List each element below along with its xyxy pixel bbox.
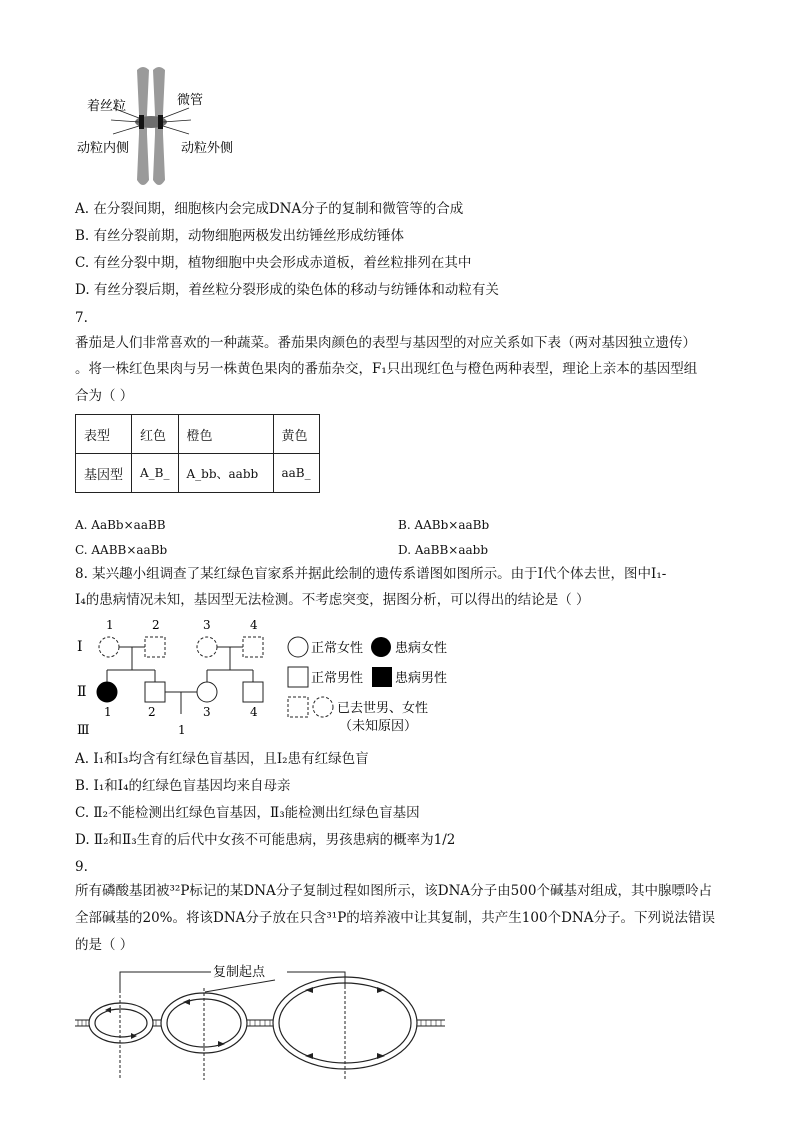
genotype-table <box>75 414 320 493</box>
individual-II1 <box>97 682 117 702</box>
q8-stem-line1: 8. 某兴趣小组调查了某红绿色盲家系并据此绘制的遗传系谱图如图所示。由于Ⅰ代个体去世，图中Ⅰ₁- <box>75 566 667 582</box>
individual-I4 <box>243 637 263 657</box>
q9-stem-line3: 的是（ ） <box>75 937 134 953</box>
individual-I2 <box>145 637 165 657</box>
kinetochore-left <box>139 115 144 129</box>
q6-option-c: C. 有丝分裂中期，植物细胞中央会形成赤道板，着丝粒排列在其中 <box>75 255 472 271</box>
num-II1: 1 <box>104 705 112 719</box>
legend-deceased-male-icon <box>288 697 308 717</box>
dna-replication-figure <box>75 962 455 1080</box>
legend-affected-male: 患病男性 <box>395 671 448 686</box>
gen-label-2: Ⅱ <box>77 684 87 700</box>
q8-stem-line2: Ⅰ₄的患病情况未知，基因型无法检测。不考虑突变，据图分析，可以得出的结论是（ ） <box>75 592 590 608</box>
table-cell: 红色 <box>132 415 178 454</box>
num-I4: 4 <box>250 618 258 632</box>
q7-stem-line1: 番茄是人们非常喜欢的一种蔬菜。番茄果肉颜色的表型与基因型的对应关系如下表（两对基因独立遗传） <box>75 335 696 351</box>
q8-option-b: B. Ⅰ₁和Ⅰ₄的红绿色盲基因均来自母亲 <box>75 778 291 794</box>
table-row <box>76 415 320 454</box>
q6-option-d: D. 有丝分裂后期，着丝粒分裂形成的染色体的移动与纺锤体和动粒有关 <box>75 282 499 298</box>
q7-number: 7. <box>75 310 88 326</box>
num-III1: 1 <box>178 723 186 737</box>
legend-unknown: （未知原因） <box>339 719 418 734</box>
num-II3: 3 <box>203 705 211 719</box>
individual-I1 <box>99 637 119 657</box>
individual-I3 <box>197 637 217 657</box>
kinetochore-right <box>158 115 163 129</box>
q6-option-a: A. 在分裂间期，细胞核内会完成DNA分子的复制和微管等的合成 <box>75 201 464 217</box>
replication-bubbles <box>89 977 417 1069</box>
label-microtubule: 微管 <box>177 93 204 108</box>
legend-affected-female-icon <box>371 637 391 657</box>
table-cell: 橙色 <box>178 415 273 454</box>
table-cell: aaB_ <box>273 454 319 493</box>
label-replication-origin: 复制起点 <box>213 965 266 980</box>
q8-option-c: C. Ⅱ₂不能检测出红绿色盲基因，Ⅱ₃能检测出红绿色盲基因 <box>75 805 420 821</box>
q7-option-c: C. AABB×aaBb <box>75 543 168 557</box>
table-cell: 黄色 <box>273 415 319 454</box>
q7-stem-line2: 。将一株红色果肉与另一株黄色果肉的番茄杂交，F₁只出现红色与橙色两种表型，理论上亲本的基因型组 <box>75 361 698 377</box>
legend-deceased-female-icon <box>313 697 333 717</box>
q7-option-b: B. AABb×aaBb <box>398 518 490 532</box>
table-cell: A_bb、aabb <box>178 454 273 493</box>
q8-option-a: A. Ⅰ₁和Ⅰ₃均含有红绿色盲基因，且Ⅰ₂患有红绿色盲 <box>75 751 369 767</box>
num-I3: 3 <box>203 618 211 632</box>
legend-normal-male: 正常男性 <box>311 671 364 686</box>
q6-option-b: B. 有丝分裂前期，动物细胞两极发出纺锤丝形成纺锤体 <box>75 228 405 244</box>
individual-II3 <box>197 682 217 702</box>
individual-II4 <box>243 682 263 702</box>
q7-option-d: D. AaBB×aabb <box>398 543 489 557</box>
legend-affected-female: 患病女性 <box>395 641 448 656</box>
num-II4: 4 <box>250 705 258 719</box>
table-cell: 表型 <box>76 415 132 454</box>
gen-label-1: Ⅰ <box>77 639 83 655</box>
legend-affected-male-icon <box>372 667 392 687</box>
q9-stem-line2: 全部碱基的20%。将该DNA分子放在只含³¹P的培养液中让其复制，共产生100个DNA分子。下列说法错误 <box>75 910 715 926</box>
chromosome-figure <box>75 62 255 194</box>
q7-option-a: A. AaBb×aaBB <box>75 518 166 532</box>
num-I2: 2 <box>152 618 160 632</box>
base-pair-ticks <box>78 1020 441 1026</box>
q9-number: 9. <box>75 859 88 875</box>
gen-label-3: Ⅲ <box>77 723 90 738</box>
num-I1: 1 <box>106 618 114 632</box>
table-cell: A_B_ <box>132 454 178 493</box>
label-outer-kinetochore: 动粒外侧 <box>181 141 234 156</box>
table-row <box>76 454 320 493</box>
q7-stem-line3: 合为（ ） <box>75 388 134 404</box>
label-inner-kinetochore: 动粒内侧 <box>77 141 130 156</box>
legend-normal-female-icon <box>288 637 308 657</box>
q9-stem-line1: 所有磷酸基团被³²P标记的某DNA分子复制过程如图所示，该DNA分子由500个碱基对组成，其中腺嘌呤占 <box>75 883 712 899</box>
individual-II2 <box>145 682 165 702</box>
num-II2: 2 <box>148 705 156 719</box>
q8-option-d: D. Ⅱ₂和Ⅱ₃生育的后代中女孩不可能患病，男孩患病的概率为1/2 <box>75 832 456 848</box>
legend-normal-male-icon <box>288 667 308 687</box>
table-cell: 基因型 <box>76 454 132 493</box>
legend-deceased: 已去世男、女性 <box>337 701 429 716</box>
pedigree-chart <box>75 614 475 738</box>
legend-normal-female: 正常女性 <box>311 641 364 656</box>
pedigree-lines <box>107 647 253 714</box>
label-centromere: 着丝粒 <box>87 99 127 114</box>
